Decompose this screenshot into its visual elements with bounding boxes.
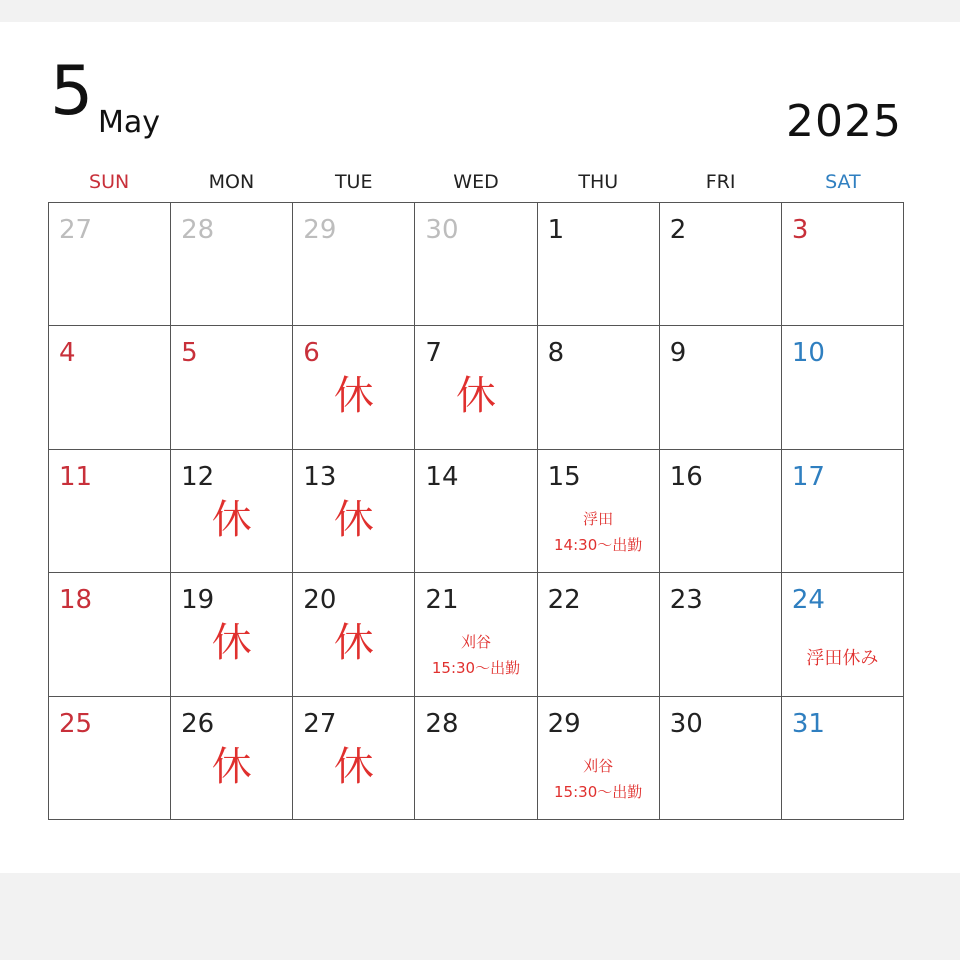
closed-mark: 休 xyxy=(211,743,252,790)
day-number: 4 xyxy=(59,338,76,369)
day-number: 14 xyxy=(425,461,459,492)
day-cell[interactable] xyxy=(660,450,782,573)
day-number: 27 xyxy=(303,708,337,739)
closed-mark: 休 xyxy=(333,496,374,543)
day-cell[interactable] xyxy=(293,326,415,449)
shift-note-line: 浮田 xyxy=(583,509,614,528)
day-cell[interactable] xyxy=(171,573,293,696)
shift-note xyxy=(538,753,659,805)
weekday-fri: FRI xyxy=(705,171,736,193)
day-cell[interactable] xyxy=(171,697,293,820)
day-number: 29 xyxy=(547,708,581,739)
weekday-header xyxy=(48,168,904,196)
day-cell[interactable] xyxy=(538,326,660,449)
day-cell[interactable] xyxy=(415,203,537,326)
day-cell[interactable] xyxy=(49,203,171,326)
day-cell[interactable] xyxy=(49,573,171,696)
day-number: 30 xyxy=(425,215,459,245)
day-number: 12 xyxy=(181,461,215,492)
day-cell[interactable] xyxy=(660,326,782,449)
closed-mark: 休 xyxy=(211,620,252,667)
day-cell[interactable] xyxy=(782,450,904,573)
day-cell[interactable] xyxy=(782,203,904,326)
weekday-mon: MON xyxy=(208,171,255,193)
day-number: 5 xyxy=(181,338,198,369)
shift-note-line: 15:30～出勤 xyxy=(431,659,521,678)
weekday-sun: SUN xyxy=(89,171,130,193)
day-cell[interactable] xyxy=(49,326,171,449)
day-cell[interactable] xyxy=(415,573,537,696)
day-number: 21 xyxy=(425,585,459,616)
month-name: May xyxy=(98,105,161,140)
day-cell[interactable] xyxy=(782,697,904,820)
calendar-sheet xyxy=(0,22,960,873)
day-cell[interactable] xyxy=(782,326,904,449)
day-number: 26 xyxy=(181,708,215,739)
weekday-thu: THU xyxy=(578,171,619,193)
day-number: 20 xyxy=(303,585,337,616)
day-cell[interactable] xyxy=(415,326,537,449)
day-number: 7 xyxy=(425,338,442,369)
closed-mark: 休 xyxy=(455,373,496,420)
day-number: 30 xyxy=(669,708,703,739)
day-cell[interactable] xyxy=(293,573,415,696)
weekday-sat: SAT xyxy=(825,171,861,193)
day-cell[interactable] xyxy=(415,697,537,820)
weekday-wed: WED xyxy=(453,171,499,193)
day-number: 3 xyxy=(791,215,809,245)
day-cell[interactable] xyxy=(415,450,537,573)
day-number: 25 xyxy=(59,708,93,739)
day-number: 29 xyxy=(303,215,337,245)
day-cell[interactable] xyxy=(49,697,171,820)
day-cell[interactable] xyxy=(293,203,415,326)
day-cell[interactable] xyxy=(171,450,293,573)
day-cell[interactable] xyxy=(171,326,293,449)
day-number: 28 xyxy=(425,708,459,739)
day-cell[interactable] xyxy=(538,573,660,696)
calendar-grid xyxy=(48,202,904,820)
day-number: 11 xyxy=(59,461,93,492)
closed-mark: 休 xyxy=(333,373,374,420)
day-cell[interactable] xyxy=(538,697,660,820)
day-number: 2 xyxy=(669,215,687,245)
closed-mark: 休 xyxy=(333,620,374,667)
month-number: 5 xyxy=(50,52,92,131)
weekday-tue: TUE xyxy=(334,171,373,193)
day-number: 19 xyxy=(181,585,215,616)
day-number: 23 xyxy=(669,585,703,616)
day-cell[interactable] xyxy=(49,450,171,573)
day-number: 10 xyxy=(791,338,825,369)
day-number: 27 xyxy=(59,215,93,245)
shift-note xyxy=(782,647,903,671)
shift-note xyxy=(415,629,536,681)
day-number: 18 xyxy=(59,585,93,616)
shift-note-line: 浮田休み xyxy=(806,648,879,670)
closed-mark: 休 xyxy=(333,743,374,790)
day-number: 22 xyxy=(547,585,581,616)
shift-note-line: 15:30～出勤 xyxy=(554,782,643,801)
year-label: 2025 xyxy=(786,96,902,147)
day-number: 28 xyxy=(181,215,215,245)
day-number: 13 xyxy=(303,461,337,492)
day-number: 16 xyxy=(669,461,703,492)
day-cell[interactable] xyxy=(660,203,782,326)
day-number: 1 xyxy=(547,215,565,245)
closed-mark: 休 xyxy=(211,496,252,543)
day-number: 31 xyxy=(791,708,825,739)
day-number: 8 xyxy=(547,338,565,369)
day-cell[interactable] xyxy=(782,573,904,696)
day-cell[interactable] xyxy=(293,697,415,820)
day-cell[interactable] xyxy=(660,697,782,820)
day-cell[interactable] xyxy=(660,573,782,696)
day-cell[interactable] xyxy=(538,450,660,573)
day-cell[interactable] xyxy=(171,203,293,326)
day-number: 17 xyxy=(791,461,825,492)
shift-note-line: 刈谷 xyxy=(460,633,491,652)
shift-note xyxy=(538,506,659,558)
day-cell[interactable] xyxy=(538,203,660,326)
day-number: 24 xyxy=(791,585,825,616)
shift-note-line: 14:30～出勤 xyxy=(554,535,643,554)
day-number: 6 xyxy=(303,338,320,369)
day-cell[interactable] xyxy=(293,450,415,573)
day-number: 9 xyxy=(669,338,687,369)
shift-note-line: 刈谷 xyxy=(583,756,614,775)
day-number: 15 xyxy=(547,461,581,492)
